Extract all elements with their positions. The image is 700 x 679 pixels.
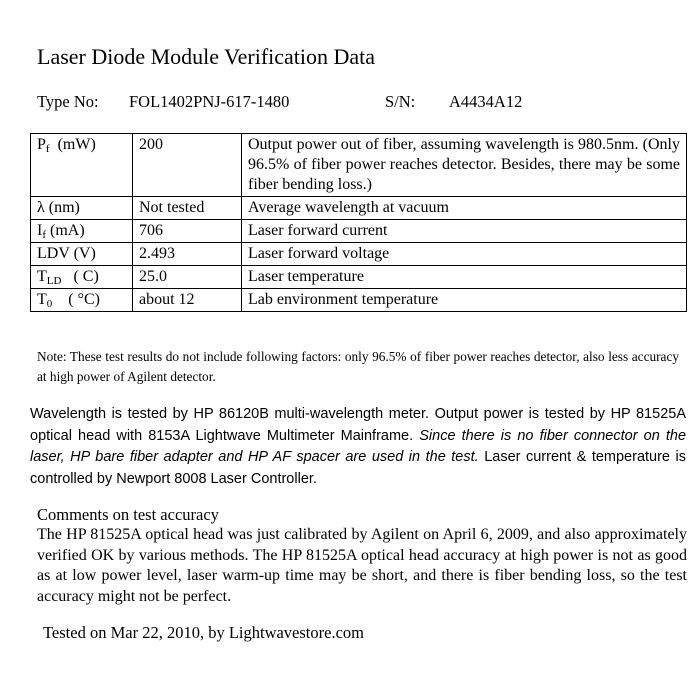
comments-body: The HP 81525A optical head was just calibrated by Agilent on April 6, 2009, and also approximately verified OK by various methods. The HP 81525A optical head accuracy at high power is not as good as at low power level, laser warm-up time may be short, and there is fiber bending loss, so the test accuracy might not be perfect. bbox=[37, 526, 687, 605]
description-cell: Lab environment temperature bbox=[242, 289, 687, 312]
table-row bbox=[31, 266, 687, 289]
method-text: Wavelength is tested by HP 86120B multi-wavelength meter. Output power is tested by HP 81525A optical head with 8153A Lightwave Multimeter Mainframe. bbox=[30, 406, 686, 444]
value-cell: about 12 bbox=[133, 289, 242, 312]
param-cell: $T_{LD}$ ( C) bbox=[31, 266, 133, 289]
table-row bbox=[31, 289, 687, 312]
sn-value: A4434A12 bbox=[449, 92, 523, 111]
value-cell: 706 bbox=[133, 220, 242, 243]
param-cell: LDV (V) bbox=[31, 243, 133, 266]
value-cell: 2.493 bbox=[133, 243, 242, 266]
value-cell: 25.0 bbox=[133, 266, 242, 289]
document-title: Laser Diode Module Verification Data bbox=[37, 44, 376, 69]
note-text: Note: These test results do not include following factors: only 96.5% of fiber power reaches detector, also less accuracy at high power of Agilent detector. bbox=[37, 349, 679, 384]
param-cell: λ (nm) bbox=[31, 197, 133, 220]
description-cell: Laser temperature bbox=[242, 266, 687, 289]
param-cell: $T_0$ ( °C) bbox=[31, 289, 133, 312]
sn-label: S/N: bbox=[385, 92, 416, 111]
description-cell: Output power out of fiber, assuming wavelength is 980.5nm. (Only 96.5% of fiber power reaches detector. Besides, there may be some fiber bending loss.) bbox=[242, 134, 687, 197]
footer-text: Tested on Mar 22, 2010, by Lightwavestore.com bbox=[43, 623, 364, 642]
param-cell: $I_f$ (mA) bbox=[31, 220, 133, 243]
description-cell: Average wavelength at vacuum bbox=[242, 197, 687, 220]
value-cell: 200 bbox=[133, 134, 242, 197]
description-cell: Laser forward current bbox=[242, 220, 687, 243]
spec-table bbox=[30, 133, 687, 312]
table-row bbox=[31, 220, 687, 243]
type-value: FOL1402PNJ-617-1480 bbox=[129, 92, 290, 111]
table-row bbox=[31, 197, 687, 220]
comments-title: Comments on test accuracy bbox=[37, 505, 219, 524]
type-label: Type No: bbox=[37, 92, 99, 111]
table-row bbox=[31, 134, 687, 197]
method-italic-text: Since there is no fiber connector on the laser, HP bare fiber adapter and HP AF spacer are used in the test. bbox=[30, 427, 687, 465]
table-row bbox=[31, 243, 687, 266]
method-controller-text: Laser current & temperature is controlled by Newport 8008 Laser Controller. bbox=[30, 449, 686, 487]
description-cell: Laser forward voltage bbox=[242, 243, 687, 266]
value-cell: Not tested bbox=[133, 197, 242, 220]
param-cell: $P_f$ (mW) bbox=[31, 134, 133, 197]
method-paragraph bbox=[30, 404, 686, 490]
